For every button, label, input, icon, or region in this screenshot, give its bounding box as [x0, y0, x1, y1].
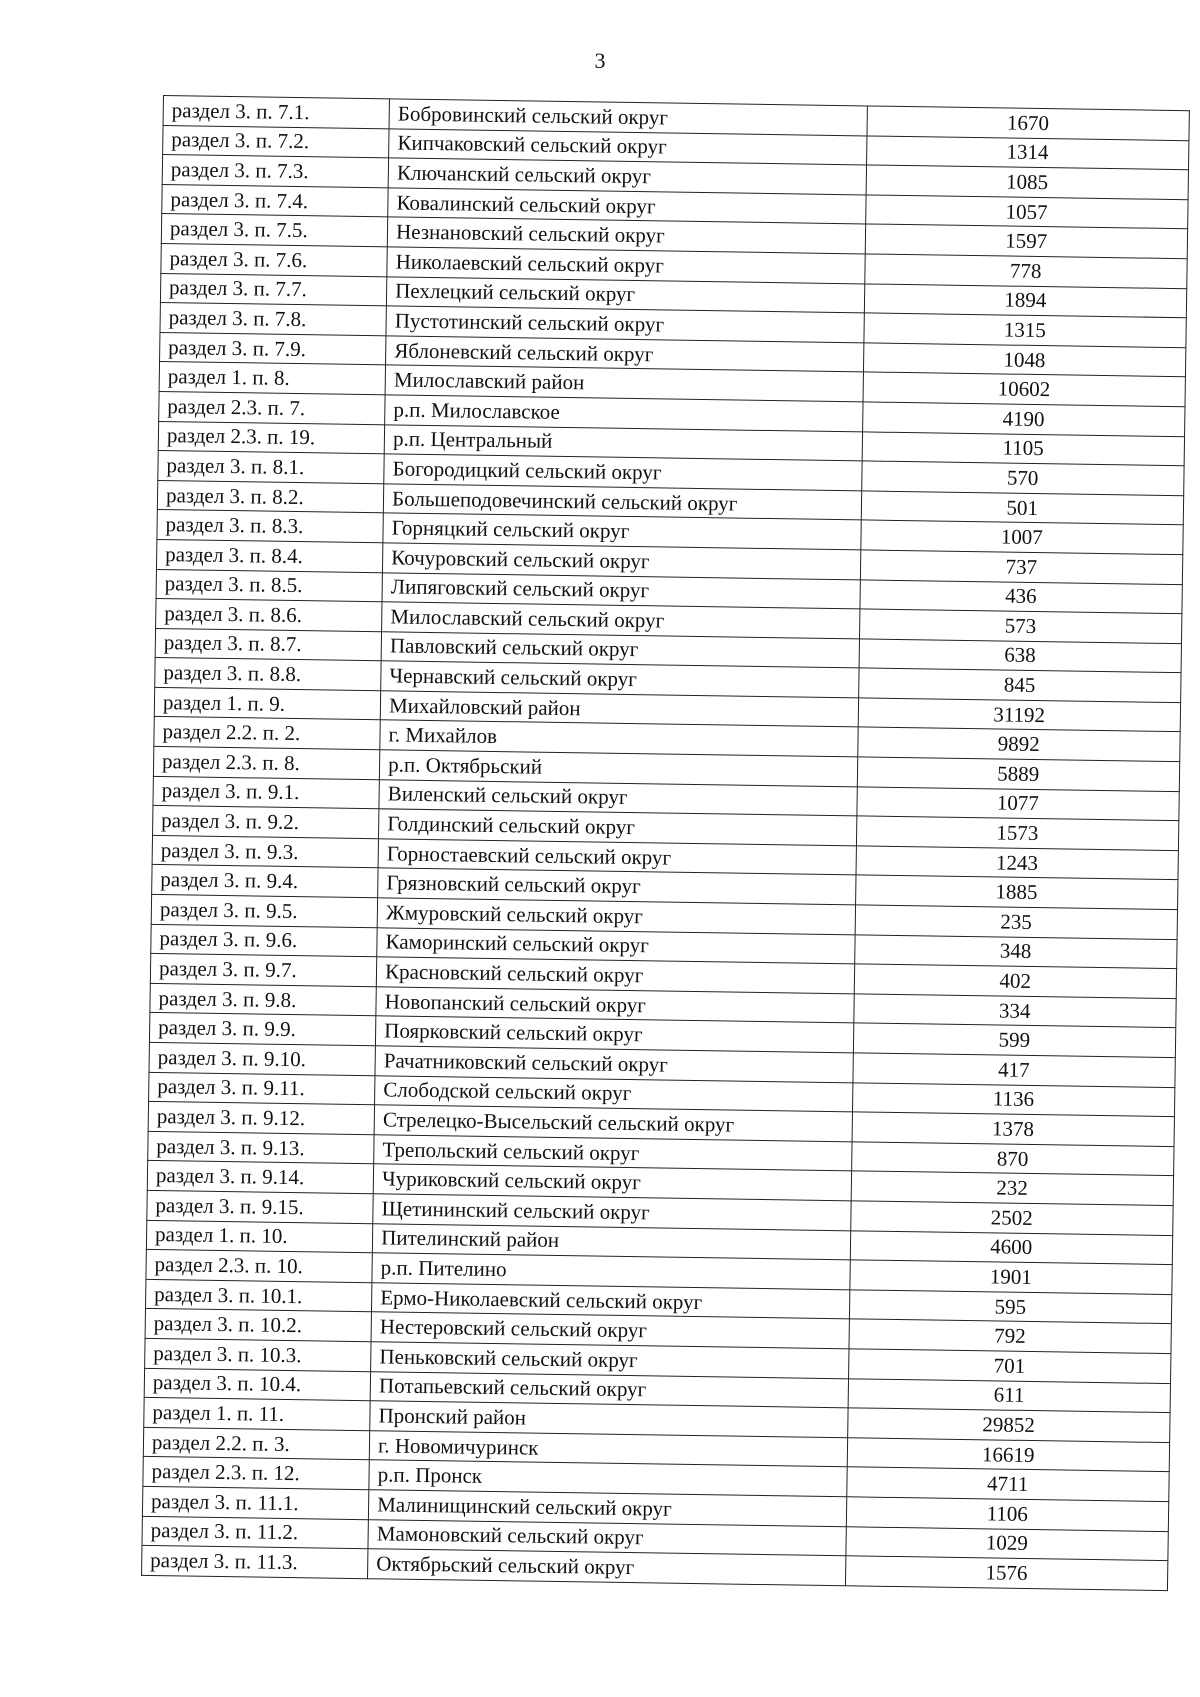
territory-name-cell: Пустотинский сельский округ: [386, 306, 864, 343]
population-value-cell: 1670: [866, 106, 1189, 140]
territory-name-cell: Голдинский сельский округ: [379, 809, 857, 846]
territory-name-cell: Рачатниковский сельский округ: [375, 1046, 853, 1083]
population-value-cell: 1315: [863, 313, 1186, 347]
section-ref-cell: раздел 3. п. 9.2.: [153, 806, 380, 839]
section-ref-cell: раздел 2.3. п. 10.: [146, 1250, 373, 1283]
population-value-cell: 870: [851, 1142, 1174, 1176]
territory-name-cell: р.п. Центральный: [384, 424, 862, 461]
population-value-cell: 1243: [856, 846, 1179, 880]
population-value-cell: 1077: [856, 787, 1179, 821]
population-value-cell: 1894: [864, 283, 1187, 317]
section-ref-cell: раздел 3. п. 8.2.: [157, 480, 384, 513]
territory-name-cell: Грязновский сельский округ: [378, 868, 856, 905]
population-value-cell: 436: [859, 579, 1182, 613]
section-ref-cell: раздел 3. п. 7.4.: [162, 184, 389, 217]
section-ref-cell: раздел 2.2. п. 3.: [143, 1427, 370, 1460]
population-value-cell: 1885: [855, 875, 1178, 909]
territory-name-cell: р.п. Пителино: [372, 1253, 850, 1290]
population-value-cell: 1057: [865, 195, 1188, 229]
territory-name-cell: Горностаевский сельский округ: [378, 839, 856, 876]
territory-name-cell: Николаевский сельский округ: [387, 247, 865, 284]
population-value-cell: 1573: [856, 816, 1179, 850]
population-value-cell: 235: [855, 905, 1178, 939]
territory-name-cell: Мамоновский сельский округ: [368, 1519, 846, 1556]
section-ref-cell: раздел 3. п. 11.3.: [142, 1545, 369, 1578]
population-value-cell: 334: [853, 994, 1176, 1028]
territory-name-cell: Октябрьский сельский округ: [368, 1549, 846, 1586]
population-value-cell: 402: [854, 964, 1177, 998]
territory-name-cell: Стрелецко-Высельский сельский округ: [374, 1105, 852, 1142]
section-ref-cell: раздел 2.3. п. 12.: [143, 1457, 370, 1490]
population-value-cell: 10602: [863, 372, 1186, 406]
territory-name-cell: Пителинский район: [372, 1223, 850, 1260]
section-ref-cell: раздел 3. п. 9.9.: [149, 1013, 376, 1046]
territory-name-cell: Кипчаковский сельский округ: [389, 128, 867, 165]
section-ref-cell: раздел 3. п. 8.4.: [156, 539, 383, 572]
section-ref-cell: раздел 3. п. 7.1.: [163, 96, 390, 129]
territory-name-cell: Ермо-Николаевский сельский округ: [372, 1282, 850, 1319]
population-value-cell: 1576: [845, 1556, 1168, 1590]
section-ref-cell: раздел 1. п. 10.: [146, 1220, 373, 1253]
section-ref-cell: раздел 3. п. 11.1.: [142, 1486, 369, 1519]
section-ref-cell: раздел 3. п. 9.11.: [149, 1072, 376, 1105]
population-value-cell: 737: [860, 550, 1183, 584]
territory-name-cell: Богородицкий сельский округ: [384, 454, 862, 491]
page-number: 3: [594, 48, 606, 73]
territory-name-cell: Пронский район: [370, 1401, 848, 1438]
territory-name-cell: Новопанский сельский округ: [376, 987, 854, 1024]
section-ref-cell: раздел 3. п. 8.1.: [158, 451, 385, 484]
population-value-cell: 31192: [858, 698, 1181, 732]
territory-name-cell: Незнановский сельский округ: [387, 217, 865, 254]
section-ref-cell: раздел 3. п. 11.2.: [142, 1516, 369, 1549]
section-ref-cell: раздел 3. п. 9.6.: [151, 924, 378, 957]
section-ref-cell: раздел 2.2. п. 2.: [154, 717, 381, 750]
population-value-cell: 29852: [847, 1408, 1170, 1442]
section-ref-cell: раздел 3. п. 7.3.: [162, 155, 389, 188]
territory-name-cell: Милославский район: [385, 365, 863, 402]
population-value-cell: 16619: [847, 1438, 1170, 1472]
territory-name-cell: Липяговский сельский округ: [382, 572, 860, 609]
data-table: [141, 95, 1190, 1591]
territory-name-cell: Большеподовечинский сельский округ: [383, 484, 861, 521]
territory-name-cell: Горняцкий сельский округ: [383, 513, 861, 550]
section-ref-cell: раздел 3. п. 7.5.: [161, 214, 388, 247]
population-value-cell: 417: [852, 1053, 1175, 1087]
section-ref-cell: раздел 3. п. 9.3.: [152, 835, 379, 868]
territory-name-cell: Милославский сельский округ: [382, 602, 860, 639]
section-ref-cell: раздел 3. п. 9.12.: [148, 1102, 375, 1135]
territory-name-cell: Пеньковский сельский округ: [371, 1342, 849, 1379]
section-ref-cell: раздел 2.3. п. 19.: [158, 421, 385, 454]
population-value-cell: 4600: [850, 1230, 1173, 1264]
territory-name-cell: Яблоневский сельский округ: [386, 336, 864, 373]
population-value-cell: 1106: [846, 1497, 1169, 1531]
section-ref-cell: раздел 3. п. 7.9.: [160, 332, 387, 365]
territory-name-cell: Потапьевский сельский округ: [370, 1371, 848, 1408]
territory-name-cell: Пехлецкий сельский округ: [387, 276, 865, 313]
population-value-cell: 611: [848, 1378, 1171, 1412]
population-value-cell: 1597: [865, 224, 1188, 258]
population-value-cell: 1105: [862, 431, 1185, 465]
population-value-cell: 1048: [863, 343, 1186, 377]
section-ref-cell: раздел 3. п. 8.3.: [157, 510, 384, 543]
territory-name-cell: Бобровинский сельский округ: [389, 99, 867, 136]
territory-name-cell: Слободской сельский округ: [375, 1075, 853, 1112]
territory-name-cell: Жмуровский сельский округ: [377, 898, 855, 935]
section-ref-cell: раздел 3. п. 9.10.: [149, 1042, 376, 1075]
territory-name-cell: р.п. Пронск: [369, 1460, 847, 1497]
population-value-cell: 573: [859, 609, 1182, 643]
section-ref-cell: раздел 3. п. 9.15.: [147, 1190, 374, 1223]
territory-name-cell: г. Новомичуринск: [369, 1430, 847, 1467]
population-value-cell: 5889: [857, 757, 1180, 791]
section-ref-cell: раздел 3. п. 7.7.: [160, 273, 387, 306]
population-value-cell: 348: [854, 934, 1177, 968]
section-ref-cell: раздел 3. п. 8.8.: [155, 658, 382, 691]
section-ref-cell: раздел 3. п. 7.2.: [163, 125, 390, 158]
territory-name-cell: Виленский сельский округ: [379, 779, 857, 816]
table-body: [142, 96, 1190, 1591]
section-ref-cell: раздел 3. п. 10.3.: [145, 1338, 372, 1371]
section-ref-cell: раздел 3. п. 9.13.: [148, 1131, 375, 1164]
population-value-cell: 1085: [866, 165, 1189, 199]
territory-name-cell: г. Михайлов: [380, 720, 858, 757]
section-ref-cell: раздел 3. п. 8.7.: [155, 628, 382, 661]
section-ref-cell: раздел 3. п. 7.8.: [160, 303, 387, 336]
section-ref-cell: раздел 2.3. п. 8.: [153, 746, 380, 779]
population-value-cell: 1029: [845, 1526, 1168, 1560]
population-value-cell: 2502: [850, 1201, 1173, 1235]
population-value-cell: 501: [861, 491, 1184, 525]
population-value-cell: 1378: [852, 1112, 1175, 1146]
territory-name-cell: Красновский сельский округ: [376, 957, 854, 994]
population-value-cell: 638: [859, 639, 1182, 673]
section-ref-cell: раздел 3. п. 9.5.: [151, 894, 378, 927]
territory-name-cell: Нестеровский сельский округ: [371, 1312, 849, 1349]
section-ref-cell: раздел 2.3. п. 7.: [159, 391, 386, 424]
population-value-cell: 1901: [849, 1260, 1172, 1294]
section-ref-cell: раздел 3. п. 9.4.: [152, 865, 379, 898]
population-value-cell: 1314: [866, 136, 1189, 170]
section-ref-cell: раздел 1. п. 11.: [144, 1397, 371, 1430]
population-value-cell: 9892: [857, 727, 1180, 761]
population-value-cell: 1007: [860, 520, 1183, 554]
population-value-cell: 701: [848, 1349, 1171, 1383]
territory-name-cell: р.п. Октябрьский: [379, 750, 857, 787]
section-ref-cell: раздел 3. п. 10.1.: [145, 1279, 372, 1312]
territory-name-cell: Ключанский сельский округ: [388, 158, 866, 195]
population-value-cell: 845: [858, 668, 1181, 702]
population-value-cell: 4190: [862, 402, 1185, 436]
territory-name-cell: Каморинский сельский округ: [377, 927, 855, 964]
section-ref-cell: раздел 3. п. 9.7.: [150, 954, 377, 987]
section-ref-cell: раздел 3. п. 9.14.: [147, 1161, 374, 1194]
territory-name-cell: р.п. Милославское: [385, 395, 863, 432]
territory-name-cell: Чуриковский сельский округ: [373, 1164, 851, 1201]
section-ref-cell: раздел 3. п. 7.6.: [161, 243, 388, 276]
territory-name-cell: Трепольский сельский округ: [374, 1135, 852, 1172]
territory-name-cell: Поярковский сельский округ: [376, 1016, 854, 1053]
population-value-cell: 232: [851, 1171, 1174, 1205]
section-ref-cell: раздел 1. п. 9.: [154, 687, 381, 720]
section-ref-cell: раздел 3. п. 9.1.: [153, 776, 380, 809]
territory-name-cell: Ковалинский сельский округ: [388, 188, 866, 225]
territory-name-cell: Щетининский сельский округ: [373, 1194, 851, 1231]
population-value-cell: 4711: [846, 1467, 1169, 1501]
territory-name-cell: Чернавский сельский округ: [381, 661, 859, 698]
population-value-cell: 599: [853, 1023, 1176, 1057]
section-ref-cell: раздел 3. п. 10.4.: [144, 1368, 371, 1401]
section-ref-cell: раздел 3. п. 8.6.: [156, 599, 383, 632]
population-value-cell: 1136: [852, 1082, 1175, 1116]
territory-name-cell: Павловский сельский округ: [381, 631, 859, 668]
population-value-cell: 570: [861, 461, 1184, 495]
territory-name-cell: Малинищинский сельский округ: [369, 1490, 847, 1527]
population-value-cell: 778: [864, 254, 1187, 288]
section-ref-cell: раздел 3. п. 9.8.: [150, 983, 377, 1016]
population-value-cell: 595: [849, 1290, 1172, 1324]
territory-name-cell: Кочуровский сельский округ: [383, 543, 861, 580]
population-value-cell: 792: [848, 1319, 1171, 1353]
section-ref-cell: раздел 3. п. 10.2.: [145, 1309, 372, 1342]
territory-name-cell: Михайловский район: [380, 691, 858, 728]
section-ref-cell: раздел 3. п. 8.5.: [156, 569, 383, 602]
section-ref-cell: раздел 1. п. 8.: [159, 362, 386, 395]
